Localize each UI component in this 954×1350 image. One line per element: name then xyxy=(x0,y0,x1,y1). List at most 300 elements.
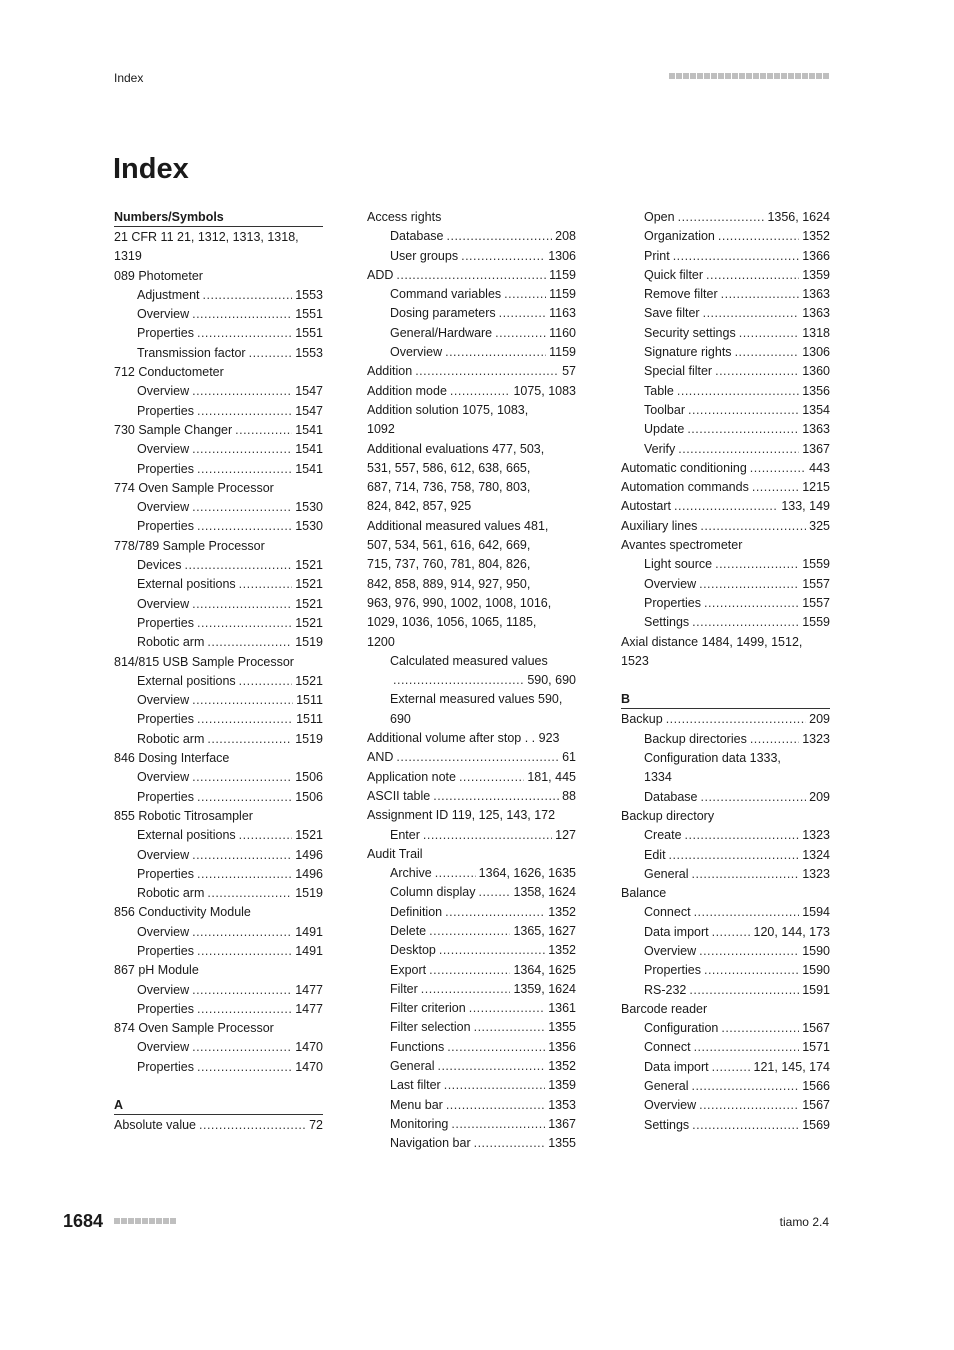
entry-term: Properties xyxy=(137,712,194,727)
decorative-square xyxy=(795,73,801,79)
page-reference: 1215 xyxy=(802,480,830,495)
dot-leader xyxy=(396,266,546,285)
page-reference: 1356 xyxy=(548,1039,576,1054)
index-entry: 842, 858, 889, 914, 927, 950, xyxy=(367,576,531,591)
index-entry: Balance xyxy=(621,886,667,901)
page-reference: 1367 xyxy=(802,441,830,456)
decorative-square xyxy=(753,73,759,79)
footer-product: tiamo 2.4 xyxy=(779,1215,829,1229)
entry-term: Connect xyxy=(644,1040,691,1055)
page-reference: 1521 xyxy=(295,558,323,573)
section-heading: B xyxy=(621,690,830,709)
dot-leader xyxy=(699,942,799,961)
dot-leader xyxy=(499,304,547,323)
index-subentry xyxy=(621,247,830,266)
dot-leader xyxy=(699,1096,799,1115)
decorative-square xyxy=(669,73,675,79)
page-title: Index xyxy=(113,153,189,185)
decorative-square xyxy=(767,73,773,79)
entry-term: Properties xyxy=(137,615,194,630)
page-reference: 1359 xyxy=(548,1078,576,1093)
dot-leader xyxy=(199,1116,306,1135)
index-subentry xyxy=(114,556,323,575)
page-reference: 1571 xyxy=(802,1040,830,1055)
page-reference: 1591 xyxy=(802,982,830,997)
index-subentry xyxy=(621,575,830,594)
page-reference: 209 xyxy=(809,789,830,804)
dot-leader xyxy=(685,826,800,845)
dot-leader xyxy=(689,981,799,1000)
page-reference: 1360 xyxy=(802,364,830,379)
index-subentry xyxy=(621,942,830,961)
dot-leader xyxy=(459,768,524,787)
entry-term: Archive xyxy=(390,866,432,881)
decorative-square xyxy=(690,73,696,79)
index-subentry xyxy=(114,305,323,324)
dot-leader xyxy=(207,730,292,749)
dot-leader xyxy=(421,980,511,999)
page-reference: 1363 xyxy=(802,422,830,437)
decorative-square xyxy=(711,73,717,79)
index-entry: 089 Photometer xyxy=(114,268,203,283)
index-subentry xyxy=(114,344,323,363)
page-reference: 1557 xyxy=(802,595,830,610)
dot-leader xyxy=(197,1000,292,1019)
entry-term: Robotic arm xyxy=(137,635,205,650)
decorative-square xyxy=(746,73,752,79)
dot-leader xyxy=(197,324,292,343)
dot-leader xyxy=(704,961,799,980)
dot-leader xyxy=(752,478,799,497)
dot-leader xyxy=(461,247,545,266)
dot-leader xyxy=(692,1116,799,1135)
index-subentry xyxy=(367,980,576,999)
index-subentry xyxy=(114,981,323,1000)
index-subentry xyxy=(621,903,830,922)
dot-leader xyxy=(673,247,799,266)
index-subentry xyxy=(114,498,323,517)
entry-term: Backup xyxy=(621,712,663,727)
index-subentry xyxy=(114,884,323,903)
entry-term: Robotic arm xyxy=(137,731,205,746)
index-entry: 712 Conductometer xyxy=(114,365,224,380)
dot-leader xyxy=(445,343,546,362)
page-reference: 1519 xyxy=(295,886,323,901)
page-reference: 1354 xyxy=(802,402,830,417)
page-number: 1684 xyxy=(63,1211,104,1231)
index-subentry xyxy=(367,324,576,343)
dot-leader xyxy=(429,961,510,980)
index-entry: Additional evaluations 477, 503, xyxy=(367,441,545,456)
page-reference: 1491 xyxy=(295,943,323,958)
dot-leader xyxy=(704,594,799,613)
page-reference: 1519 xyxy=(295,635,323,650)
dot-leader xyxy=(504,285,546,304)
running-header: Index xyxy=(114,71,144,85)
index-entry xyxy=(621,710,830,729)
entry-term: Database xyxy=(644,789,698,804)
index-subentry xyxy=(367,1018,576,1037)
index-entry: 715, 737, 760, 781, 804, 826, xyxy=(367,557,531,572)
index-subentry xyxy=(621,1096,830,1115)
index-subentry xyxy=(367,343,576,362)
page-reference: 121, 145, 174 xyxy=(753,1059,830,1074)
dot-leader xyxy=(239,826,293,845)
index-subentry xyxy=(114,710,323,729)
decorative-square xyxy=(732,73,738,79)
dot-leader xyxy=(415,362,559,381)
page-reference: 1159 xyxy=(549,267,576,282)
index-entry: 814/815 USB Sample Processor xyxy=(114,654,294,669)
decorative-square xyxy=(781,73,787,79)
index-entry: 867 pH Module xyxy=(114,963,199,978)
dot-leader xyxy=(239,672,293,691)
entry-term: Properties xyxy=(137,461,194,476)
entry-term: Filter criterion xyxy=(390,1001,466,1016)
index-subentry xyxy=(367,941,576,960)
dot-leader xyxy=(447,227,553,246)
entry-term: Enter xyxy=(390,827,420,842)
index-subentry xyxy=(114,788,323,807)
entry-term: 730 Sample Changer xyxy=(114,422,233,437)
entry-term: Navigation bar xyxy=(390,1136,471,1151)
page-reference: 1521 xyxy=(295,673,323,688)
page-reference: 1567 xyxy=(802,1098,830,1113)
index-subentry xyxy=(367,247,576,266)
dot-leader xyxy=(666,710,806,729)
dot-leader xyxy=(192,923,292,942)
index-subentry xyxy=(114,846,323,865)
index-subentry xyxy=(367,1038,576,1057)
dot-leader xyxy=(474,1134,546,1153)
index-entry: 21 CFR 11 21, 1312, 1313, 1318, xyxy=(114,230,299,244)
page-reference: 1521 xyxy=(295,596,323,611)
page-reference: 1557 xyxy=(802,576,830,591)
index-subentry xyxy=(621,343,830,362)
dot-leader xyxy=(192,768,292,787)
entry-term: Overview xyxy=(137,307,190,322)
index-subentry xyxy=(114,595,323,614)
dot-leader xyxy=(739,324,799,343)
index-entry xyxy=(367,768,576,787)
page-reference: 1477 xyxy=(295,1001,323,1016)
page-reference: 1511 xyxy=(296,693,323,708)
page-reference: 1496 xyxy=(295,866,323,881)
entry-term: Organization xyxy=(644,229,715,244)
index-subentry xyxy=(114,575,323,594)
entry-term: Special filter xyxy=(644,364,713,379)
index-subentry xyxy=(114,517,323,536)
page-reference: 1506 xyxy=(295,789,323,804)
index-subentry xyxy=(621,382,830,401)
entry-term: Print xyxy=(644,248,670,263)
index-subentry xyxy=(367,1115,576,1134)
decorative-square xyxy=(697,73,703,79)
decorative-square xyxy=(718,73,724,79)
page-reference: 1530 xyxy=(295,519,323,534)
dot-leader xyxy=(474,1018,546,1037)
dot-leader xyxy=(239,575,293,594)
decorative-square xyxy=(788,73,794,79)
page-reference: 443 xyxy=(809,460,830,475)
dot-leader xyxy=(678,208,765,227)
decorative-square xyxy=(683,73,689,79)
page-reference: 1306 xyxy=(802,345,830,360)
entry-term: Filter xyxy=(390,981,418,996)
entry-term: General xyxy=(390,1059,435,1074)
header-decoration xyxy=(669,73,829,79)
dot-leader xyxy=(197,788,292,807)
page-reference: 1355 xyxy=(548,1136,576,1151)
index-subentry xyxy=(621,1077,830,1096)
index-entry: Assignment ID 119, 125, 143, 172 xyxy=(367,808,556,823)
index-entry: 846 Dosing Interface xyxy=(114,751,230,766)
index-entry: 1523 xyxy=(621,653,649,668)
entry-term: Signature rights xyxy=(644,345,732,360)
index-entry xyxy=(367,748,576,767)
page-reference: 1306 xyxy=(548,248,576,263)
index-subentry xyxy=(367,999,576,1018)
decorative-square xyxy=(816,73,822,79)
page-reference: 1352 xyxy=(548,1059,576,1074)
entry-term: Security settings xyxy=(644,325,736,340)
page-reference: 1361 xyxy=(548,1001,576,1016)
dot-leader xyxy=(700,517,806,536)
index-subentry xyxy=(621,1058,830,1077)
page-reference: 1553 xyxy=(295,287,323,302)
entry-term: External positions xyxy=(137,577,236,592)
dot-leader xyxy=(750,459,806,478)
page-reference: 1519 xyxy=(295,731,323,746)
page-reference: 1590 xyxy=(802,943,830,958)
index-subentry xyxy=(621,1116,830,1135)
page-reference: 181, 445 xyxy=(527,769,576,784)
index-subentry xyxy=(114,324,323,343)
index-subentry xyxy=(114,1058,323,1077)
entry-term: General xyxy=(644,1079,689,1094)
entry-term: Overview xyxy=(137,770,190,785)
entry-term: Properties xyxy=(137,789,194,804)
decorative-square xyxy=(802,73,808,79)
entry-term: Robotic arm xyxy=(137,886,205,901)
page-reference: 1547 xyxy=(295,403,323,418)
page-reference: 72 xyxy=(309,1118,323,1133)
entry-term: Auxiliary lines xyxy=(621,518,698,533)
decorative-square xyxy=(156,1218,162,1224)
page-reference: 1541 xyxy=(295,461,323,476)
index-entry: 531, 557, 586, 612, 638, 665, xyxy=(367,460,531,475)
dot-leader xyxy=(735,343,800,362)
page-reference: 1541 xyxy=(295,442,323,457)
index-subentry xyxy=(114,942,323,961)
section-spacer xyxy=(114,1077,323,1096)
index-entry: Additional measured values 481, xyxy=(367,518,549,533)
index-subentry xyxy=(367,1057,576,1076)
index-subentry xyxy=(367,903,576,922)
dot-leader xyxy=(706,266,799,285)
dot-leader xyxy=(192,440,292,459)
index-entry xyxy=(367,382,576,401)
index-subentry xyxy=(621,730,830,749)
page-reference: 1566 xyxy=(802,1079,830,1094)
index-entry: Access rights xyxy=(367,210,442,224)
entry-term: Data import xyxy=(644,924,709,939)
entry-term: Properties xyxy=(137,943,194,958)
index-subentry xyxy=(367,883,576,902)
entry-term: Adjustment xyxy=(137,287,200,302)
index-subentry xyxy=(114,730,323,749)
entry-term: General xyxy=(644,866,689,881)
dot-leader xyxy=(445,903,545,922)
dot-leader xyxy=(478,883,510,902)
footer-decoration xyxy=(114,1218,176,1224)
index-entry: Backup directory xyxy=(621,808,715,823)
page-reference: 1160 xyxy=(549,325,576,340)
entry-term: Properties xyxy=(137,1001,194,1016)
index-subentry xyxy=(114,382,323,401)
page-reference: 1366 xyxy=(802,248,830,263)
dot-leader xyxy=(429,922,510,941)
index-subentry xyxy=(114,286,323,305)
index-subentry xyxy=(367,285,576,304)
page-reference: 1356 xyxy=(802,383,830,398)
page-reference: 1569 xyxy=(802,1117,830,1132)
entry-term: Autostart xyxy=(621,499,672,514)
section-heading: Numbers/Symbols xyxy=(114,208,323,227)
entry-term: Overview xyxy=(137,384,190,399)
decorative-square xyxy=(121,1218,127,1224)
index-subentry xyxy=(621,285,830,304)
index-entry xyxy=(621,459,830,478)
entry-term: Open xyxy=(644,210,675,224)
index-subentry xyxy=(114,672,323,691)
dot-leader xyxy=(203,286,293,305)
index-subentry xyxy=(367,227,576,246)
index-entry xyxy=(114,1116,323,1135)
dot-leader xyxy=(197,614,292,633)
page-reference: 208 xyxy=(555,229,576,244)
page-reference: 1352 xyxy=(802,229,830,244)
page-reference: 61 xyxy=(562,750,576,765)
dot-leader xyxy=(184,556,292,575)
page-reference: 1521 xyxy=(295,615,323,630)
entry-term: Configuration xyxy=(644,1021,719,1036)
index-subentry xyxy=(621,227,830,246)
entry-term: External positions xyxy=(137,828,236,843)
index-subentry xyxy=(114,826,323,845)
index-subentry: 690 xyxy=(390,711,411,726)
index-entry: 1200 xyxy=(367,634,395,649)
entry-term: Update xyxy=(644,422,685,437)
decorative-square xyxy=(170,1218,176,1224)
index-subentry xyxy=(114,923,323,942)
page-reference: 1359 xyxy=(802,267,830,282)
dot-leader xyxy=(197,865,292,884)
page-reference: 127 xyxy=(555,827,576,842)
page-reference: 1075, 1083 xyxy=(513,383,576,398)
index-subentry xyxy=(114,768,323,787)
entry-term: Overview xyxy=(137,1040,190,1055)
entry-term: Overview xyxy=(644,576,697,591)
page-reference: 1521 xyxy=(295,577,323,592)
entry-term: Overview xyxy=(137,693,190,708)
entry-term: Overview xyxy=(137,500,190,515)
page-reference: 1553 xyxy=(295,345,323,360)
decorative-square xyxy=(760,73,766,79)
page-reference: 133, 149 xyxy=(781,499,830,514)
dot-leader xyxy=(192,846,292,865)
index-entry: 1319 xyxy=(114,249,142,264)
entry-term: Settings xyxy=(644,615,690,630)
page-reference: 1559 xyxy=(802,615,830,630)
entry-term: AND xyxy=(367,750,394,765)
index-subentry xyxy=(621,961,830,980)
page-reference: 209 xyxy=(809,712,830,727)
dot-leader xyxy=(715,555,799,574)
page-reference: 1491 xyxy=(295,924,323,939)
dot-leader xyxy=(192,305,292,324)
entry-term: Database xyxy=(390,229,444,244)
page-reference: 1358, 1624 xyxy=(513,885,576,900)
index-subentry xyxy=(621,555,830,574)
page-reference: 1365, 1627 xyxy=(513,923,576,938)
page-reference: 1364, 1626, 1635 xyxy=(478,866,576,881)
index-subentry: Configuration data 1333, xyxy=(644,751,781,766)
dot-leader xyxy=(691,1077,799,1096)
dot-leader xyxy=(439,941,545,960)
entry-term: External positions xyxy=(137,673,236,688)
entry-term: Edit xyxy=(644,847,666,862)
page-reference: 1530 xyxy=(295,500,323,515)
entry-term: Export xyxy=(390,962,427,977)
entry-term: Definition xyxy=(390,904,443,919)
entry-term: Overview xyxy=(644,943,697,958)
entry-term: Overview xyxy=(137,596,190,611)
entry-term: Overview xyxy=(137,442,190,457)
page-reference: 1159 xyxy=(549,287,576,302)
entry-term: ADD xyxy=(367,267,394,282)
decorative-square xyxy=(725,73,731,79)
dot-leader xyxy=(447,1038,545,1057)
dot-leader xyxy=(249,344,293,363)
dot-leader xyxy=(197,710,293,729)
page-reference: 1324 xyxy=(802,847,830,862)
dot-leader xyxy=(393,671,524,690)
index-entry: 874 Oven Sample Processor xyxy=(114,1021,274,1036)
index-subentry xyxy=(621,923,830,942)
index-subentry xyxy=(621,1038,830,1057)
page-reference: 1496 xyxy=(295,847,323,862)
entry-term: Light source xyxy=(644,557,713,572)
page-reference: 1511 xyxy=(296,712,323,727)
index-entry xyxy=(621,517,830,536)
entry-term: Application note xyxy=(367,769,456,784)
dot-leader xyxy=(674,497,778,516)
dot-leader xyxy=(207,633,292,652)
index-subentry xyxy=(367,304,576,323)
dot-leader xyxy=(444,1076,545,1095)
index-subentry xyxy=(114,440,323,459)
entry-term: Overview xyxy=(390,345,443,360)
decorative-square xyxy=(114,1218,120,1224)
dot-leader xyxy=(192,691,293,710)
page-reference: 1159 xyxy=(549,345,576,360)
index-entry: 774 Oven Sample Processor xyxy=(114,480,274,495)
index-entry: 778/789 Sample Processor xyxy=(114,538,265,553)
dot-leader xyxy=(192,498,292,517)
index-subentry xyxy=(114,1038,323,1057)
index-subentry xyxy=(114,633,323,652)
